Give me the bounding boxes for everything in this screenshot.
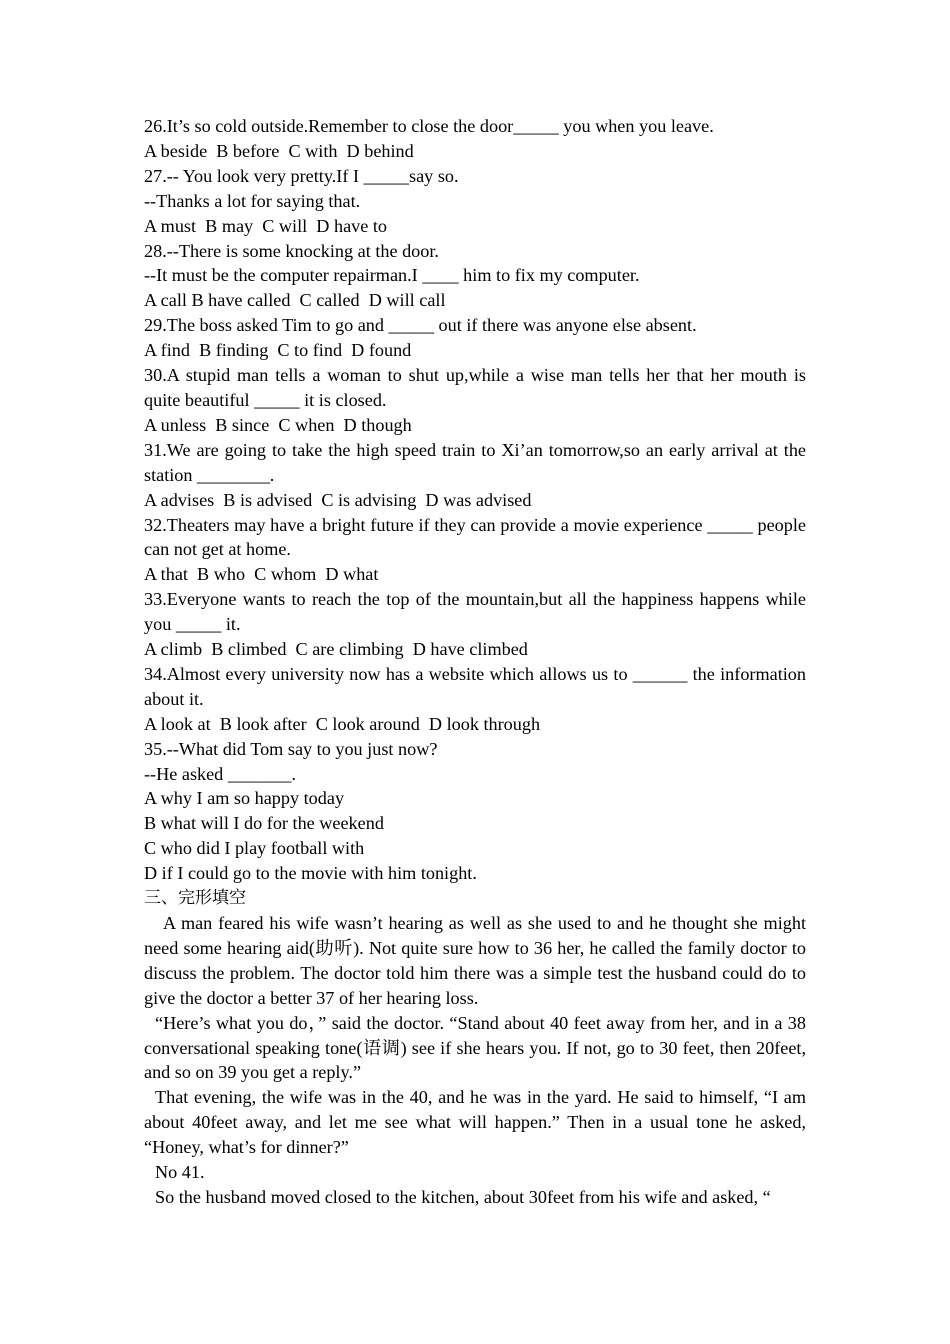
question-29-options: A find B finding C to find D found — [144, 340, 412, 361]
question-26-stem: 26.It’s so cold outside.Remember to close the door_____ you when you leave. — [144, 116, 714, 136]
cloze-paragraph-1: A man feared his wife wasn’t hearing as well as she used to and he thought she might need some hearing aid(助听). Not quite sure how to 36 her, he called the family doctor to discuss the problem. The doctor told him there was a simple test the husband could do to give the doctor a better 37 of her hearing loss. — [144, 913, 806, 1008]
cloze-paragraph-4: No 41. — [155, 1162, 205, 1183]
document-page — [144, 114, 806, 1210]
question-35-reply: --He asked _______. — [144, 763, 297, 784]
cloze-paragraph-5: So the husband moved closed to the kitchen, about 30feet from his wife and asked, “ — [155, 1186, 771, 1207]
question-34-stem: 34.Almost every university now has a website which allows us to ______ the information about it. — [144, 663, 806, 709]
question-33-stem: 33.Everyone wants to reach the top of the mountain,but all the happiness happens while you _____ it. — [144, 589, 806, 635]
question-28-options: A call B have called C called D will call — [144, 290, 446, 311]
section-title-cloze: 三、完形填空 — [144, 888, 246, 909]
question-35-option-a: A why I am so happy today — [144, 788, 345, 809]
cloze-paragraph-3: That evening, the wife was in the 40, and he was in the yard. He said to himself, “I am about 40feet away, and let me see what will happen.” Then in a usual tone he asked, “Honey, what’s for dinner?” — [144, 1087, 806, 1158]
question-28-reply: --It must be the computer repairman.I ____ him to fix my computer. — [144, 265, 640, 286]
question-27-stem: 27.-- You look very pretty.If I _____say so. — [144, 165, 459, 186]
question-26-options: A beside B before C with D behind — [144, 140, 414, 161]
question-32-options: A that B who C whom D what — [144, 564, 379, 585]
question-30-stem: 30.A stupid man tells a woman to shut up,while a wise man tells her that her mouth is quite beautiful _____ it is closed. — [144, 365, 806, 410]
question-35-option-d: D if I could go to the movie with him tonight. — [144, 863, 477, 884]
question-35-stem: 35.--What did Tom say to you just now? — [144, 738, 438, 759]
question-31-stem: 31.We are going to take the high speed train to Xi’an tomorrow,so an early arrival at the station ________. — [144, 439, 806, 485]
question-35-option-c: C who did I play football with — [144, 838, 365, 859]
cloze-paragraph-2: “Here’s what you do，” said the doctor. “Stand about 40 feet away from her, and in a 38 conversational speaking tone(语调) see if she hears you. If not, go to 30 feet, then 20feet, and so on 39 you get a reply.” — [144, 1012, 806, 1083]
question-27-options: A must B may C will D have to — [144, 215, 387, 236]
question-30-options: A unless B since C when D though — [144, 414, 412, 435]
question-32-stem: 32.Theaters may have a bright future if they can provide a movie experience _____ people can not get at home. — [144, 514, 806, 560]
question-27-reply: --Thanks a lot for saying that. — [144, 190, 361, 211]
question-33-options: A climb B climbed C are climbing D have climbed — [144, 639, 528, 660]
question-35-option-b: B what will I do for the weekend — [144, 813, 384, 834]
question-34-options: A look at B look after C look around D look through — [144, 713, 541, 734]
question-31-options: A advises B is advised C is advising D was advised — [144, 489, 532, 510]
question-28-stem: 28.--There is some knocking at the door. — [144, 240, 439, 261]
question-29-stem: 29.The boss asked Tim to go and _____ out if there was anyone else absent. — [144, 315, 697, 336]
